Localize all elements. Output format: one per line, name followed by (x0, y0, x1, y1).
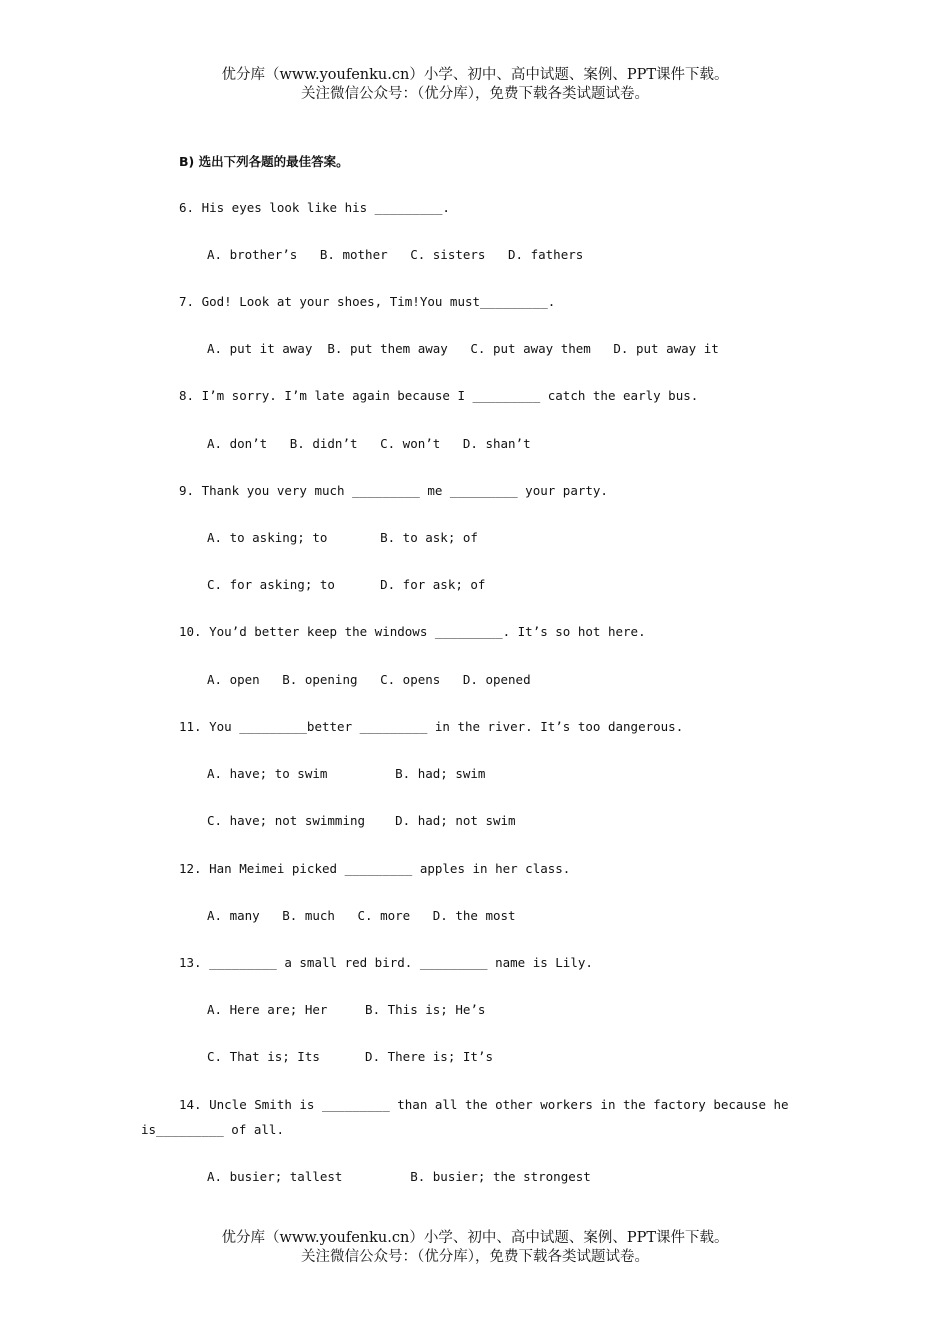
question-12-options: A. many B. much C. more D. the most (207, 908, 516, 923)
question-14-line-1: 14. Uncle Smith is _________ than all the other workers in the factory because he (179, 1097, 789, 1112)
question-8: 8. I’m sorry. I’m late again because I _________ catch the early bus. (179, 388, 699, 403)
question-13: 13. _________ a small red bird. _________ name is Lily. (179, 955, 593, 970)
question-8-options: A. don’t B. didn’t C. won’t D. shan’t (207, 436, 531, 451)
question-13-options-2: C. That is; Its D. There is; It’s (207, 1049, 493, 1064)
question-14-line-2: is_________ of all. (141, 1122, 284, 1137)
question-12: 12. Han Meimei picked _________ apples in her class. (179, 861, 571, 876)
section-title: B) 选出下列各题的最佳答案。 (179, 154, 349, 169)
question-11-options-2: C. have; not swimming D. had; not swim (207, 813, 516, 828)
footer-line-2: 关注微信公众号：（优分库），免费下载各类试题试卷。 (301, 1249, 649, 1265)
question-11: 11. You _________better _________ in the river. It’s too dangerous. (179, 719, 684, 734)
question-9-options-1: A. to asking; to B. to ask; of (207, 530, 478, 545)
header-line-2: 关注微信公众号：（优分库），免费下载各类试题试卷。 (301, 86, 649, 102)
question-7-options: A. put it away B. put them away C. put away them D. put away it (207, 341, 719, 356)
question-6-options: A. brother’s B. mother C. sisters D. fathers (207, 247, 584, 262)
page-footer (0, 1229, 950, 1267)
question-14-options: A. busier; tallest B. busier; the strongest (207, 1169, 591, 1184)
question-9: 9. Thank you very much _________ me _________ your party. (179, 483, 608, 498)
page-header (0, 66, 950, 104)
question-7: 7. God! Look at your shoes, Tim!You must_________. (179, 294, 556, 309)
question-10: 10. You’d better keep the windows _________. It’s so hot here. (179, 624, 646, 639)
question-13-options-1: A. Here are; Her B. This is; He’s (207, 1002, 486, 1017)
footer-line-1: 优分库（www.youfenku.cn）小学、初中、高中试题、案例、PPT课件下载。 (221, 1230, 729, 1246)
question-10-options: A. open B. opening C. opens D. opened (207, 672, 531, 687)
question-11-options-1: A. have; to swim B. had; swim (207, 766, 486, 781)
question-6: 6. His eyes look like his _________. (179, 200, 450, 215)
header-line-1: 优分库（www.youfenku.cn）小学、初中、高中试题、案例、PPT课件下载。 (221, 67, 729, 83)
question-9-options-2: C. for asking; to D. for ask; of (207, 577, 486, 592)
